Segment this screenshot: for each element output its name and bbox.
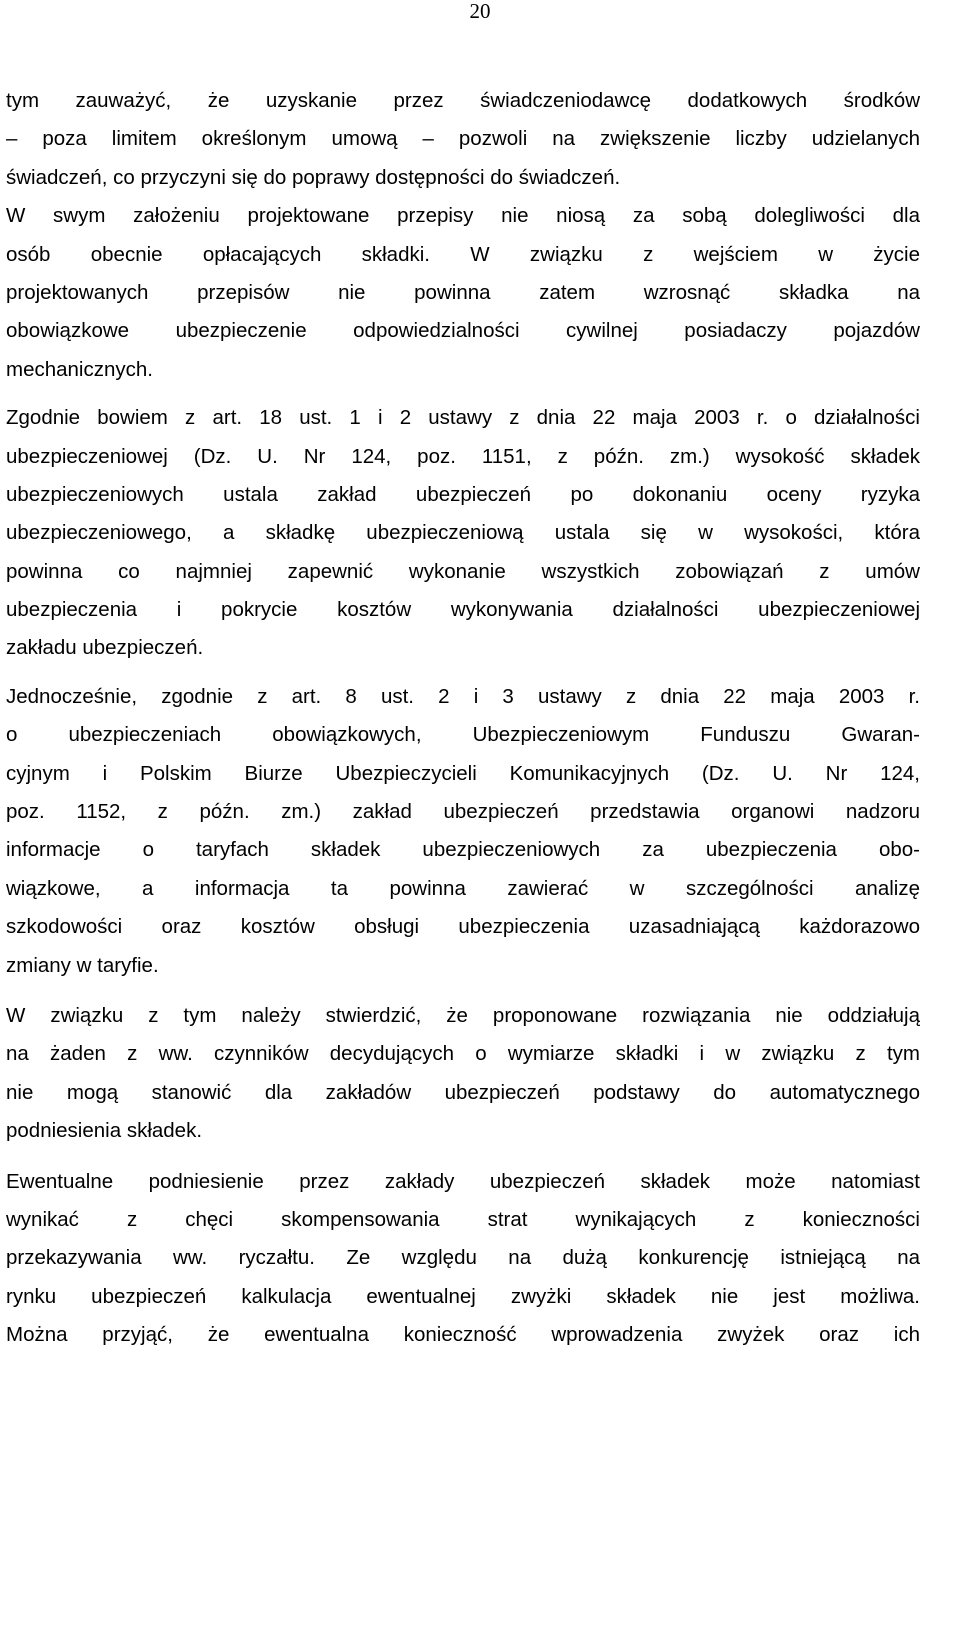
text-line: o ubezpieczeniach obowiązkowych, Ubezpieczeniowym Funduszu Gwaran- <box>6 723 920 747</box>
text-line: ubezpieczenia i pokrycie kosztów wykonywania działalności ubezpieczeniowej <box>6 598 920 622</box>
text-line: nie mogą stanowić dla zakładów ubezpieczeń podstawy do automatycznego <box>6 1080 920 1104</box>
text-line: na żaden z ww. czynników decydujących o wymiarze składki i w związku z tym <box>6 1042 920 1066</box>
text-line: wiązkowe, a informacja ta powinna zawierać w szczególności analizę <box>6 876 920 900</box>
text-line: tym zauważyć, że uzyskanie przez świadczeniodawcę dodatkowych środków <box>6 89 920 112</box>
text-line: Zgodnie bowiem z art. 18 ust. 1 i 2 ustawy z dnia 22 maja 2003 r. o działalności <box>6 406 920 430</box>
text-line: ubezpieczeniowego, a składkę ubezpieczeniową ustala się w wysokości, która <box>6 521 920 545</box>
text-line: Jednocześnie, zgodnie z art. 8 ust. 2 i 3 ustawy z dnia 22 maja 2003 r. <box>6 684 920 708</box>
paragraph <box>6 997 920 1151</box>
text-line: zakładu ubezpieczeń. <box>6 636 204 660</box>
text-line: Można przyjąć, że ewentualna konieczność wprowadzenia zwyżek oraz ich <box>6 1323 920 1347</box>
text-line: świadczeń, co przyczyni się do poprawy dostępności do świadczeń. <box>6 165 621 189</box>
text-line: – poza limitem określonym umową – pozwoli na zwiększenie liczby udzielanych <box>6 127 920 151</box>
text-line: przekazywania ww. ryczałtu. Ze względu na dużą konkurencję istniejącą na <box>6 1246 920 1270</box>
paragraph <box>6 197 920 389</box>
text-line: powinna co najmniej zapewnić wykonanie wszystkich zobowiązań z umów <box>6 559 920 583</box>
paragraph <box>6 82 920 197</box>
text-line: projektowanych przepisów nie powinna zatem wzrosnąć składka na <box>6 280 920 304</box>
text-line: szkodowości oraz kosztów obsługi ubezpieczenia uzasadniającą każdorazowo <box>6 915 920 939</box>
text-line: W związku z tym należy stwierdzić, że proponowane rozwiązania nie oddziałują <box>6 1003 920 1027</box>
text-line: W swym założeniu projektowane przepisy nie niosą za sobą dolegliwości dla <box>6 204 920 228</box>
paragraph <box>6 1163 920 1355</box>
text-line: obowiązkowe ubezpieczenie odpowiedzialności cywilnej posiadaczy pojazdów <box>6 319 920 343</box>
page-number: 20 <box>469 0 491 23</box>
text-line: ubezpieczeniowych ustala zakład ubezpieczeń po dokonaniu oceny ryzyka <box>6 482 920 506</box>
text-line: informacje o taryfach składek ubezpieczeniowych za ubezpieczenia obo- <box>6 838 920 862</box>
paragraph <box>6 678 920 985</box>
text-line: osób obecnie opłacających składki. W związku z wejściem w życie <box>6 242 920 266</box>
text-line: mechanicznych. <box>6 357 153 381</box>
document-body <box>6 82 920 1355</box>
text-line: rynku ubezpieczeń kalkulacja ewentualnej zwyżki składek nie jest możliwa. <box>6 1284 920 1308</box>
text-line: zmiany w taryfie. <box>6 953 159 977</box>
text-line: podniesienia składek. <box>6 1119 203 1143</box>
text-line: poz. 1152, z późn. zm.) zakład ubezpieczeń przedstawia organowi nadzoru <box>6 800 920 824</box>
text-line: ubezpieczeniowej (Dz. U. Nr 124, poz. 1151, z późn. zm.) wysokość składek <box>6 444 920 468</box>
paragraph <box>6 399 920 668</box>
text-line: Ewentualne podniesienie przez zakłady ubezpieczeń składek może natomiast <box>6 1169 920 1193</box>
text-line: wynikać z chęci skompensowania strat wynikających z konieczności <box>6 1207 920 1231</box>
text-line: cyjnym i Polskim Biurze Ubezpieczycieli Komunikacyjnych (Dz. U. Nr 124, <box>6 761 920 785</box>
